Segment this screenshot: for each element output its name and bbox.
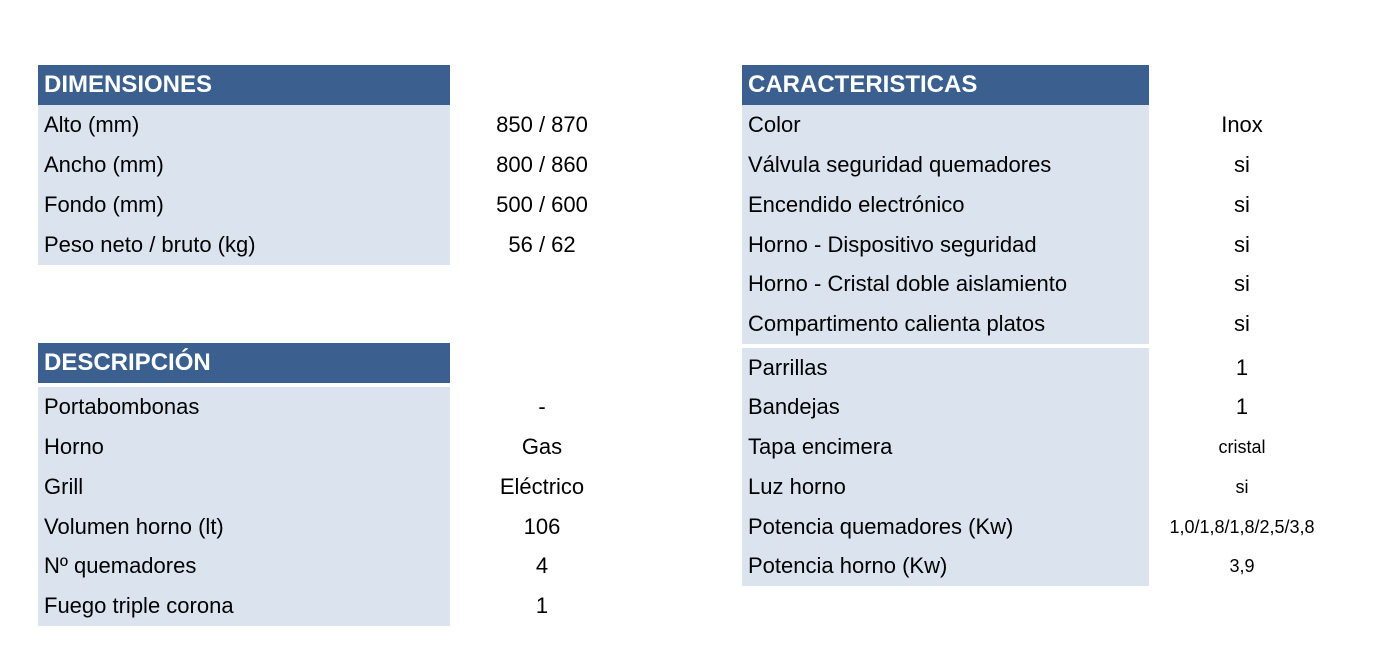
row-label: Alto (mm): [38, 105, 450, 145]
row-label: Horno - Cristal doble aislamiento: [742, 264, 1149, 304]
row-value: 850 / 870: [496, 112, 588, 137]
row-value: 4: [535, 553, 549, 578]
row-value: 1: [535, 593, 549, 618]
row-label: Grill: [38, 467, 450, 507]
row-label: Bandejas: [742, 387, 1149, 427]
row-value: Inox: [1221, 112, 1263, 137]
row-value: 56 / 62: [508, 232, 576, 257]
row-value: si: [1234, 271, 1250, 296]
row-value: si: [1234, 311, 1250, 336]
row-label: Parrillas: [742, 348, 1149, 388]
row-value: si: [1234, 192, 1250, 217]
row-value: 800 / 860: [496, 152, 588, 177]
row-value: si: [1234, 152, 1250, 177]
row-value: 1: [1235, 394, 1249, 419]
descripcion-header: DESCRIPCIÓN: [38, 343, 450, 383]
row-label: Volumen horno (lt): [38, 507, 450, 547]
row-value: 106: [523, 514, 561, 539]
row-value: cristal: [1218, 437, 1266, 457]
row-value: 3,9: [1229, 556, 1255, 576]
row-value: si: [1235, 477, 1249, 497]
caracteristicas-header: CARACTERISTICAS: [742, 65, 1149, 105]
row-label: Fondo (mm): [38, 185, 450, 225]
row-label: Horno: [38, 427, 450, 467]
row-label: Potencia quemadores (Kw): [742, 507, 1149, 547]
dimensiones-header: DIMENSIONES: [38, 65, 450, 105]
row-label: Nº quemadores: [38, 546, 450, 586]
row-label: Luz horno: [742, 467, 1149, 507]
row-value: 1: [1235, 355, 1249, 380]
row-label: Peso neto / bruto (kg): [38, 225, 450, 265]
row-label: Válvula seguridad quemadores: [742, 145, 1149, 185]
row-label: Color: [742, 105, 1149, 145]
row-label: Tapa encimera: [742, 427, 1149, 467]
row-value: -: [538, 394, 546, 419]
row-label: Compartimento calienta platos: [742, 304, 1149, 344]
row-label: Potencia horno (Kw): [742, 546, 1149, 586]
row-label: Encendido electrónico: [742, 185, 1149, 225]
row-value: 1,0/1,8/1,8/2,5/3,8: [1169, 517, 1315, 537]
row-label: Portabombonas: [38, 387, 450, 427]
row-value: Eléctrico: [499, 474, 585, 499]
row-value: si: [1234, 232, 1250, 257]
row-value: 500 / 600: [496, 192, 588, 217]
row-value: Gas: [521, 434, 563, 459]
row-label: Fuego triple corona: [38, 586, 450, 626]
row-label: Ancho (mm): [38, 145, 450, 185]
row-label: Horno - Dispositivo seguridad: [742, 225, 1149, 265]
